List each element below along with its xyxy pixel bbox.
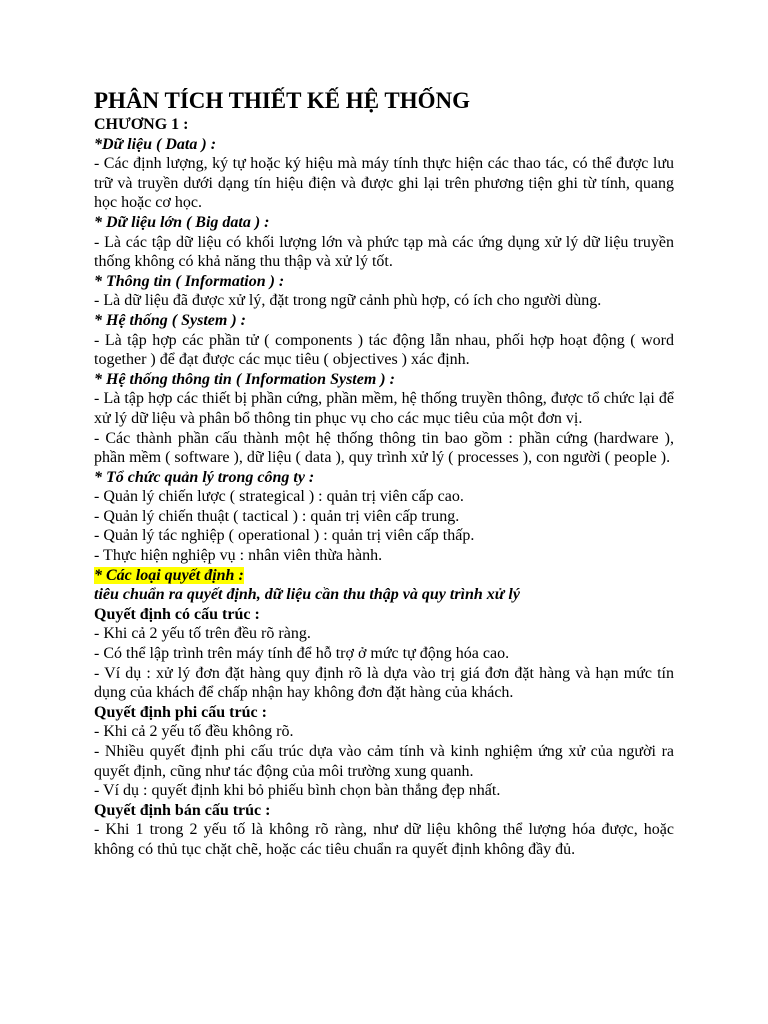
section-heading: * Dữ liệu lớn ( Big data ) : bbox=[94, 213, 270, 231]
section-paragraph: - Ví dụ : quyết định khi bỏ phiếu bình chọn bàn thắng đẹp nhất. bbox=[94, 782, 501, 800]
section-paragraph: - Có thể lập trình trên máy tính để hỗ trợ ở mức tự động hóa cao. bbox=[94, 645, 510, 663]
document-body bbox=[94, 115, 674, 860]
document-title: PHÂN TÍCH THIẾT KẾ HỆ THỐNG bbox=[94, 88, 470, 113]
section-paragraph: - Khi 1 trong 2 yếu tố là không rõ ràng, như dữ liệu không thể lượng hóa được, hoặc không có thủ tục chặt chẽ, hoặc các tiêu chuẩn ra quyết định không đầy đủ. bbox=[94, 821, 674, 858]
section-heading: * Thông tin ( Information ) : bbox=[94, 272, 285, 290]
section-paragraph: - Các thành phần cấu thành một hệ thống thông tin bao gồm : phần cứng (hardware ), phần mềm ( software ), dữ liệu ( data ), quy trình xử lý ( processes ), con người ( people ). bbox=[94, 429, 674, 467]
section-paragraph: - Quản lý chiến thuật ( tactical ) : quản trị viên cấp trung. bbox=[94, 507, 460, 525]
sections-container bbox=[94, 135, 674, 860]
section-heading bbox=[94, 566, 674, 586]
chapter-heading: CHƯƠNG 1 : bbox=[94, 116, 189, 133]
section-heading: Quyết định có cấu trúc : bbox=[94, 605, 260, 623]
section-paragraph: - Nhiều quyết định phi cấu trúc dựa vào cảm tính và kinh nghiệm ứng xử của người ra quyết định, cũng như tác động của môi trường xung quanh. bbox=[94, 743, 674, 780]
section-heading: * Tổ chức quản lý trong công ty : bbox=[94, 468, 315, 486]
section-paragraph: - Là dữ liệu đã được xử lý, đặt trong ngữ cảnh phù hợp, có ích cho người dùng. bbox=[94, 292, 602, 310]
section-paragraph: - Thực hiện nghiệp vụ : nhân viên thừa hành. bbox=[94, 547, 383, 565]
section-paragraph: - Ví dụ : xử lý đơn đặt hàng quy định rõ là dựa vào trị giá đơn đặt hàng và hạn mức tín dụng của khách để chấp nhận hay không đơn đặt hàng của khách. bbox=[94, 664, 674, 702]
section-paragraph: - Các định lượng, ký tự hoặc ký hiệu mà máy tính thực hiện các thao tác, có thể được lưu trữ và truyền dưới dạng tín hiệu điện và được ghi lại trên phương tiện ghi từ tính, quang học hoặc cơ học. bbox=[94, 155, 674, 212]
section-heading: Quyết định bán cấu trúc : bbox=[94, 801, 271, 819]
section-heading: * Hệ thống thông tin ( Information System ) : bbox=[94, 370, 395, 388]
section-heading: tiêu chuẩn ra quyết định, dữ liệu cần thu thập và quy trình xử lý bbox=[94, 586, 520, 604]
section-paragraph: - Khi cả 2 yếu tố trên đều rõ ràng. bbox=[94, 625, 311, 643]
section-paragraph: - Là các tập dữ liệu có khối lượng lớn và phức tạp mà các ứng dụng xử lý dữ liệu truyền thống không có khả năng thu thập và xử lý tốt. bbox=[94, 233, 674, 271]
section-paragraph: - Khi cả 2 yếu tố đều không rõ. bbox=[94, 723, 294, 741]
section-paragraph: - Là tập hợp các thiết bị phần cứng, phần mềm, hệ thống truyền thông, được tổ chức lại để xử lý dữ liệu và phân bổ thông tin phục vụ cho các mục tiêu của một đơn vị. bbox=[94, 390, 674, 427]
section-paragraph: - Quản lý chiến lược ( strategical ) : quản trị viên cấp cao. bbox=[94, 488, 464, 506]
section-heading: *Dữ liệu ( Data ) : bbox=[94, 135, 217, 153]
section-paragraph: - Quản lý tác nghiệp ( operational ) : quản trị viên cấp thấp. bbox=[94, 527, 475, 545]
section-heading: * Hệ thống ( System ) : bbox=[94, 311, 246, 329]
highlighted-heading: * Các loại quyết định : bbox=[94, 566, 244, 584]
section-paragraph: - Là tập hợp các phần tử ( components ) tác động lẫn nhau, phối hợp hoạt động ( word together ) để đạt được các mục tiêu ( objectives ) xác định. bbox=[94, 331, 674, 369]
section-heading: Quyết định phi cấu trúc : bbox=[94, 703, 267, 721]
